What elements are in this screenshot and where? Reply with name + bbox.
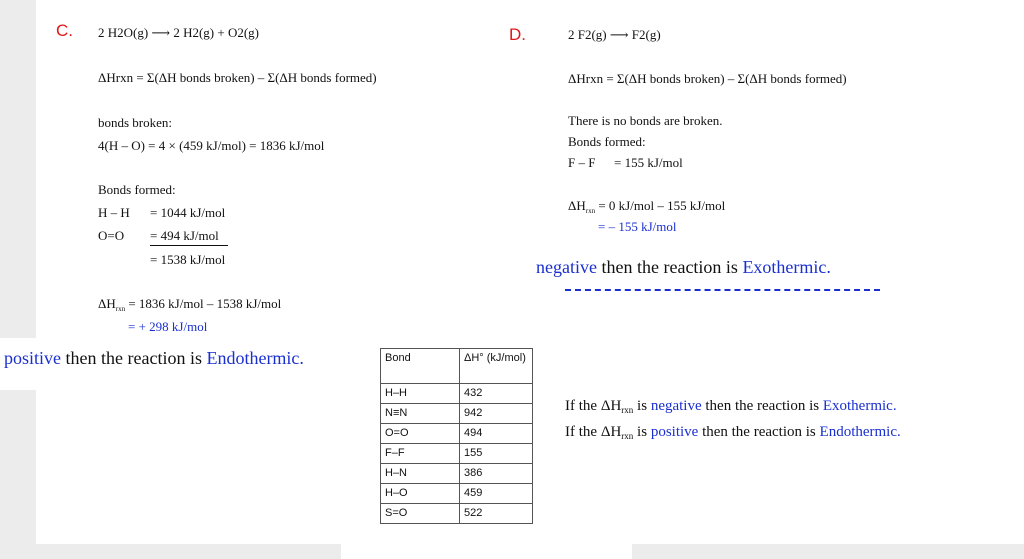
part-d-equation: 2 F2(g) ⟶ F2(g) (568, 27, 661, 42)
table-cell-bond: S=O (381, 504, 460, 524)
table-row (381, 424, 533, 444)
part-d-result-line-1: $\Delta H_{rxn} = 0$ kJ/mol – 155 kJ/mol (568, 198, 726, 215)
part-c-equation: 2 H2O(g) ⟶ 2 H2(g) + O2(g) (98, 25, 259, 40)
table-row (381, 404, 533, 424)
table-header-bond: Bond (381, 349, 460, 384)
part-c-formed-bond-1: H – H (98, 205, 130, 220)
part-d-result-line-2: = – 155 kJ/mol (598, 219, 677, 234)
dashed-divider (565, 289, 880, 291)
part-c-conclusion: positive then the reaction is Endothermic. (4, 348, 304, 368)
part-d-broken-text: There is no bonds are broken. (568, 113, 723, 128)
part-c-formula: ΔHrxn = Σ(ΔH bonds broken) – Σ(ΔH bonds formed) (98, 70, 377, 85)
part-d-formed-heading: Bonds formed: (568, 134, 646, 149)
rule-negative: If the $\Delta H_{rxn}$ is negative then the reaction is Exothermic. (565, 398, 897, 415)
table-cell-value: 494 (460, 424, 533, 444)
table-cell-value: 459 (460, 484, 533, 504)
part-c-formed-value-1: = 1044 kJ/mol (150, 205, 226, 220)
bond-energy-table (380, 348, 533, 524)
table-row (381, 464, 533, 484)
table-cell-bond: F–F (381, 444, 460, 464)
part-c-formed-heading: Bonds formed: (98, 182, 176, 197)
table-cell-bond: N≡N (381, 404, 460, 424)
part-c-label: C. (56, 21, 73, 40)
part-d-label: D. (509, 25, 526, 44)
table-cell-bond: O=O (381, 424, 460, 444)
part-c-formed-bond-2: O=O (98, 228, 125, 243)
part-c-result-line-1: $\Delta H_{rxn} = 1836$ kJ/mol – 1538 kJ/mol (98, 296, 282, 313)
part-c-formed-total: = 1538 kJ/mol (150, 252, 226, 267)
table-cell-value: 155 (460, 444, 533, 464)
table-header-row (381, 349, 533, 384)
table-row (381, 504, 533, 524)
table-cell-value: 386 (460, 464, 533, 484)
table-cell-value: 522 (460, 504, 533, 524)
part-d-formula: ΔHrxn = Σ(ΔH bonds broken) – Σ(ΔH bonds formed) (568, 71, 847, 86)
table-row (381, 384, 533, 404)
table-row (381, 444, 533, 464)
table-header-enthalpy: ΔH° (kJ/mol) (460, 349, 533, 384)
part-c-broken-line: 4(H – O) = 4 × (459 kJ/mol) = 1836 kJ/mol (98, 138, 325, 153)
table-row (381, 484, 533, 504)
table-cell-bond: H–O (381, 484, 460, 504)
part-d-formed-bond: F – F (568, 155, 596, 170)
rule-positive: If the $\Delta H_{rxn}$ is positive then the reaction is Endothermic. (565, 424, 901, 441)
part-d-formed-value: = 155 kJ/mol (614, 155, 683, 170)
part-d-conclusion: negative then the reaction is Exothermic. (536, 257, 831, 277)
table-cell-bond: H–N (381, 464, 460, 484)
part-c-broken-heading: bonds broken: (98, 115, 173, 130)
table-cell-value: 432 (460, 384, 533, 404)
bottom-strip (341, 530, 632, 559)
part-c-formed-value-2: = 494 kJ/mol (150, 228, 228, 246)
table-cell-bond: H–H (381, 384, 460, 404)
table-cell-value: 942 (460, 404, 533, 424)
part-c-result-line-2: = + 298 kJ/mol (128, 319, 208, 334)
